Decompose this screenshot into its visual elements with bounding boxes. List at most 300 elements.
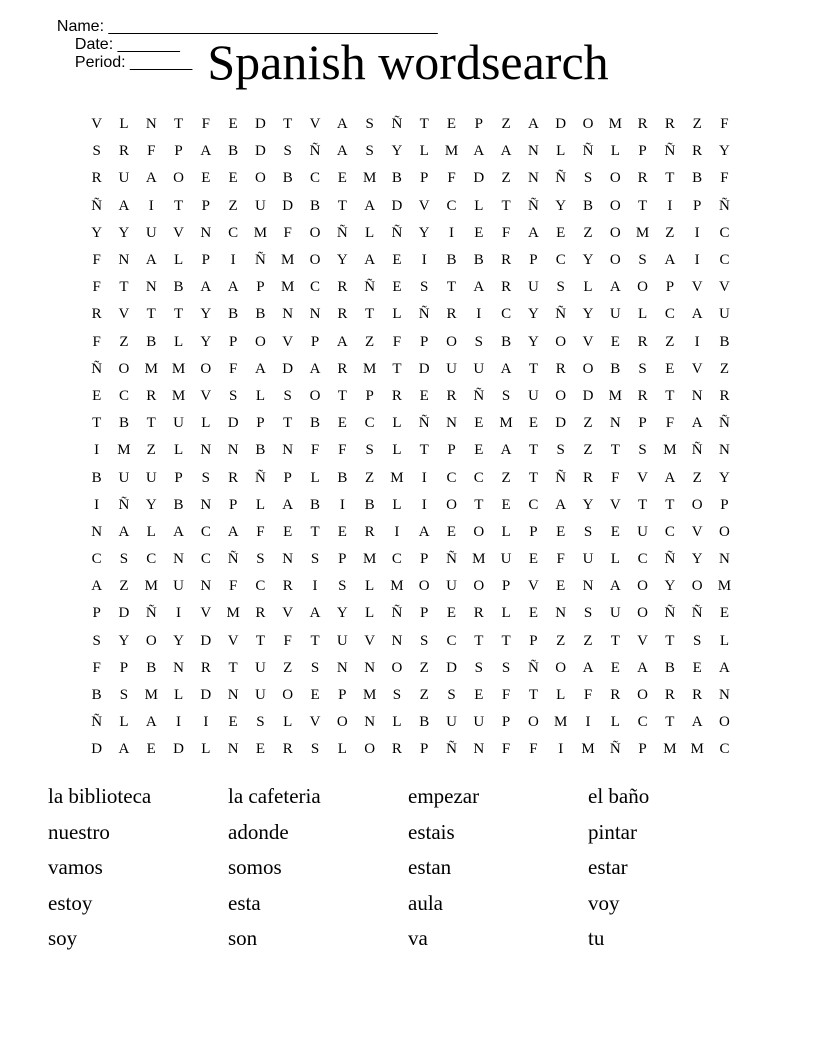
grid-cell[interactable]: Y	[582, 496, 594, 513]
grid-cell[interactable]: L	[610, 551, 620, 568]
grid-cell[interactable]: M	[117, 442, 131, 459]
grid-cell[interactable]: M	[390, 469, 404, 486]
grid-cell[interactable]: L	[583, 279, 593, 296]
grid-cell[interactable]: C	[719, 224, 730, 241]
grid-cell[interactable]: S	[392, 687, 402, 704]
grid-cell[interactable]: R	[337, 279, 348, 296]
grid-cell[interactable]: M	[608, 116, 622, 133]
grid-cell[interactable]: N	[145, 116, 157, 133]
grid-cell[interactable]: Z	[365, 333, 375, 350]
grid-cell[interactable]: S	[92, 143, 101, 160]
grid-cell[interactable]: I	[694, 333, 700, 350]
grid-cell[interactable]: P	[174, 143, 183, 160]
grid-cell[interactable]: I	[558, 741, 564, 758]
grid-cell[interactable]: U	[582, 551, 594, 568]
grid-cell[interactable]: A	[527, 224, 539, 241]
grid-cell[interactable]: F	[501, 687, 511, 704]
grid-cell[interactable]: E	[228, 116, 238, 133]
grid-cell[interactable]: P	[119, 659, 129, 676]
grid-cell[interactable]: A	[364, 252, 376, 269]
grid-cell[interactable]: B	[173, 496, 184, 513]
grid-cell[interactable]: T	[501, 632, 511, 649]
grid-cell[interactable]: Ñ	[609, 741, 621, 758]
grid-cell[interactable]: N	[227, 687, 239, 704]
grid-cell[interactable]: M	[663, 442, 677, 459]
grid-cell[interactable]: F	[665, 415, 675, 432]
grid-cell[interactable]: M	[144, 360, 158, 377]
grid-cell[interactable]: Ñ	[691, 442, 703, 459]
grid-cell[interactable]: I	[694, 224, 700, 241]
grid-cell[interactable]: N	[364, 659, 376, 676]
grid-cell[interactable]: C	[446, 197, 457, 214]
grid-cell[interactable]: Ñ	[364, 279, 376, 296]
grid-cell[interactable]: Ñ	[118, 496, 130, 513]
grid-cell[interactable]: L	[119, 714, 129, 731]
grid-cell[interactable]: Y	[118, 632, 130, 649]
grid-cell[interactable]: S	[638, 360, 647, 377]
grid-cell[interactable]: S	[201, 469, 210, 486]
grid-cell[interactable]: R	[692, 687, 703, 704]
grid-cell[interactable]: T	[173, 197, 184, 214]
grid-cell[interactable]: C	[446, 469, 457, 486]
grid-cell[interactable]: Z	[146, 442, 156, 459]
grid-cell[interactable]: L	[201, 415, 211, 432]
grid-cell[interactable]: Y	[418, 224, 430, 241]
grid-cell[interactable]: M	[608, 387, 622, 404]
grid-cell[interactable]: L	[173, 252, 184, 269]
grid-cell[interactable]: R	[473, 605, 484, 622]
grid-cell[interactable]: V	[227, 632, 239, 649]
grid-cell[interactable]: O	[637, 687, 648, 704]
grid-cell[interactable]: U	[637, 523, 648, 540]
grid-cell[interactable]: E	[255, 741, 266, 758]
grid-cell[interactable]: O	[473, 578, 485, 595]
grid-cell[interactable]: B	[446, 252, 457, 269]
grid-cell[interactable]: D	[200, 687, 212, 704]
grid-cell[interactable]: P	[174, 469, 183, 486]
grid-cell[interactable]: E	[474, 442, 484, 459]
grid-cell[interactable]: D	[227, 415, 239, 432]
grid-cell[interactable]: B	[337, 469, 348, 486]
grid-cell[interactable]: U	[446, 714, 457, 731]
grid-cell[interactable]: Y	[173, 632, 184, 649]
grid-cell[interactable]: E	[610, 659, 620, 676]
grid-cell[interactable]: O	[255, 333, 266, 350]
grid-cell[interactable]: M	[362, 551, 377, 568]
grid-cell[interactable]: V	[637, 632, 648, 649]
grid-cell[interactable]: R	[282, 578, 293, 595]
grid-cell[interactable]: L	[610, 143, 620, 160]
grid-cell[interactable]: B	[501, 333, 512, 350]
grid-cell[interactable]: L	[255, 387, 266, 404]
grid-cell[interactable]: A	[200, 143, 212, 160]
grid-cell[interactable]: V	[609, 496, 621, 513]
grid-cell[interactable]: B	[419, 714, 430, 731]
grid-cell[interactable]: B	[310, 415, 321, 432]
grid-cell[interactable]: I	[148, 197, 154, 214]
grid-cell[interactable]: R	[637, 333, 648, 350]
grid-cell[interactable]: A	[336, 143, 348, 160]
grid-cell[interactable]: T	[119, 279, 129, 296]
grid-cell[interactable]: C	[146, 551, 157, 568]
grid-cell[interactable]: P	[447, 442, 456, 459]
grid-cell[interactable]: I	[694, 252, 700, 269]
grid-cell[interactable]: C	[446, 632, 457, 649]
grid-cell[interactable]: Z	[419, 687, 429, 704]
grid-cell[interactable]: Z	[583, 632, 593, 649]
grid-cell[interactable]: F	[338, 442, 347, 459]
grid-cell[interactable]: S	[583, 170, 593, 187]
grid-cell[interactable]: C	[501, 306, 512, 323]
grid-cell[interactable]: I	[394, 523, 400, 540]
grid-cell[interactable]: N	[173, 551, 184, 568]
grid-cell[interactable]: Ñ	[255, 252, 266, 269]
grid-cell[interactable]: A	[282, 496, 294, 513]
grid-cell[interactable]: A	[500, 360, 512, 377]
grid-cell[interactable]: B	[282, 170, 293, 187]
grid-cell[interactable]: I	[421, 469, 427, 486]
grid-cell[interactable]: C	[664, 523, 675, 540]
grid-cell[interactable]: N	[527, 170, 539, 187]
grid-cell[interactable]: B	[91, 469, 102, 486]
grid-cell[interactable]: O	[118, 360, 130, 377]
grid-cell[interactable]: A	[473, 279, 485, 296]
grid-cell[interactable]: A	[91, 578, 103, 595]
grid-cell[interactable]: E	[528, 551, 538, 568]
grid-cell[interactable]: P	[365, 387, 374, 404]
grid-cell[interactable]: I	[230, 252, 236, 269]
grid-cell[interactable]: E	[665, 360, 675, 377]
grid-cell[interactable]: Z	[283, 659, 293, 676]
grid-cell[interactable]: M	[144, 578, 158, 595]
grid-cell[interactable]: M	[581, 741, 595, 758]
grid-cell[interactable]: R	[446, 387, 457, 404]
grid-cell[interactable]: D	[582, 387, 594, 404]
grid-cell[interactable]: T	[146, 415, 156, 432]
grid-cell[interactable]: S	[501, 659, 511, 676]
grid-cell[interactable]: T	[446, 279, 457, 296]
grid-cell[interactable]: D	[473, 170, 485, 187]
grid-cell[interactable]: O	[173, 170, 184, 187]
grid-cell[interactable]: T	[173, 116, 184, 133]
grid-cell[interactable]: R	[692, 143, 703, 160]
grid-cell[interactable]: I	[421, 496, 427, 513]
grid-cell[interactable]: T	[528, 469, 538, 486]
grid-cell[interactable]: O	[609, 197, 621, 214]
grid-cell[interactable]: S	[310, 659, 320, 676]
grid-cell[interactable]: L	[255, 496, 266, 513]
grid-cell[interactable]: L	[392, 496, 402, 513]
grid-cell[interactable]: L	[392, 306, 402, 323]
grid-cell[interactable]: L	[392, 442, 402, 459]
grid-cell[interactable]: S	[283, 143, 292, 160]
grid-cell[interactable]: C	[200, 551, 211, 568]
grid-cell[interactable]: E	[474, 415, 484, 432]
grid-cell[interactable]: B	[391, 170, 402, 187]
grid-cell[interactable]: Z	[365, 469, 375, 486]
grid-cell[interactable]: A	[309, 605, 321, 622]
grid-cell[interactable]: I	[585, 714, 591, 731]
grid-cell[interactable]: N	[691, 387, 703, 404]
grid-cell[interactable]: V	[719, 279, 730, 296]
grid-cell[interactable]: E	[692, 659, 702, 676]
grid-cell[interactable]: U	[446, 360, 457, 377]
grid-cell[interactable]: Z	[419, 659, 429, 676]
grid-cell[interactable]: A	[637, 659, 648, 676]
grid-cell[interactable]: Z	[692, 116, 702, 133]
grid-cell[interactable]: Ñ	[418, 306, 430, 323]
grid-cell[interactable]: P	[638, 741, 647, 758]
grid-cell[interactable]: T	[610, 632, 620, 649]
grid-cell[interactable]: O	[555, 387, 567, 404]
grid-cell[interactable]: A	[227, 523, 239, 540]
grid-cell[interactable]: A	[118, 197, 130, 214]
grid-cell[interactable]: O	[691, 578, 703, 595]
grid-cell[interactable]: V	[418, 197, 430, 214]
grid-cell[interactable]: E	[392, 279, 402, 296]
grid-cell[interactable]: F	[583, 687, 593, 704]
grid-cell[interactable]: Y	[336, 252, 348, 269]
grid-cell[interactable]: Ñ	[664, 605, 676, 622]
grid-cell[interactable]: D	[555, 415, 567, 432]
grid-cell[interactable]: F	[720, 116, 729, 133]
grid-cell[interactable]: Ñ	[446, 741, 457, 758]
grid-cell[interactable]: P	[665, 279, 675, 296]
grid-cell[interactable]: Ñ	[391, 224, 403, 241]
grid-cell[interactable]: L	[310, 469, 320, 486]
grid-cell[interactable]: I	[94, 496, 100, 513]
grid-cell[interactable]: Z	[665, 224, 675, 241]
grid-cell[interactable]: B	[146, 659, 157, 676]
grid-cell[interactable]: R	[337, 360, 348, 377]
grid-cell[interactable]: E	[146, 741, 156, 758]
grid-cell[interactable]: S	[365, 442, 374, 459]
grid-cell[interactable]: F	[228, 360, 238, 377]
grid-cell[interactable]: U	[118, 170, 130, 187]
grid-cell[interactable]: P	[338, 551, 347, 568]
grid-cell[interactable]: U	[719, 306, 730, 323]
grid-cell[interactable]: D	[282, 360, 294, 377]
grid-cell[interactable]: I	[449, 224, 454, 241]
grid-cell[interactable]: C	[255, 578, 266, 595]
grid-cell[interactable]: U	[173, 415, 184, 432]
grid-cell[interactable]: O	[582, 360, 594, 377]
grid-cell[interactable]: R	[91, 306, 102, 323]
grid-cell[interactable]: M	[226, 605, 240, 622]
grid-cell[interactable]: I	[203, 714, 209, 731]
grid-cell[interactable]: V	[691, 360, 703, 377]
grid-cell[interactable]: P	[720, 496, 729, 513]
grid-cell[interactable]: O	[282, 687, 294, 704]
grid-cell[interactable]: Z	[119, 578, 129, 595]
grid-cell[interactable]: E	[419, 387, 429, 404]
grid-cell[interactable]: T	[337, 387, 347, 404]
grid-cell[interactable]: U	[446, 578, 457, 595]
grid-cell[interactable]: U	[145, 469, 157, 486]
grid-cell[interactable]: I	[667, 197, 673, 214]
grid-cell[interactable]: V	[582, 333, 594, 350]
grid-cell[interactable]: T	[501, 197, 511, 214]
grid-cell[interactable]: L	[173, 442, 184, 459]
grid-cell[interactable]: M	[635, 224, 650, 241]
grid-cell[interactable]: Y	[691, 551, 703, 568]
grid-cell[interactable]: U	[255, 197, 266, 214]
grid-cell[interactable]: I	[339, 496, 345, 513]
grid-cell[interactable]: M	[663, 741, 677, 758]
grid-cell[interactable]: V	[200, 387, 212, 404]
grid-cell[interactable]: F	[283, 632, 292, 649]
grid-cell[interactable]: T	[310, 523, 320, 540]
grid-cell[interactable]: P	[638, 143, 647, 160]
grid-cell[interactable]: N	[145, 279, 157, 296]
grid-cell[interactable]: B	[692, 170, 703, 187]
grid-cell[interactable]: F	[611, 469, 620, 486]
grid-cell[interactable]: O	[309, 387, 321, 404]
grid-cell[interactable]: Ñ	[145, 605, 157, 622]
grid-cell[interactable]: N	[391, 632, 403, 649]
grid-cell[interactable]: L	[556, 687, 566, 704]
grid-cell[interactable]: S	[420, 279, 429, 296]
grid-cell[interactable]: S	[119, 551, 129, 568]
grid-cell[interactable]: A	[309, 360, 321, 377]
grid-cell[interactable]: C	[228, 224, 239, 241]
grid-cell[interactable]: B	[228, 306, 239, 323]
grid-cell[interactable]: S	[338, 578, 347, 595]
grid-cell[interactable]: P	[420, 741, 429, 758]
grid-cell[interactable]: Z	[228, 197, 238, 214]
grid-cell[interactable]: R	[118, 143, 129, 160]
grid-cell[interactable]: L	[419, 143, 429, 160]
grid-cell[interactable]: F	[501, 741, 511, 758]
grid-cell[interactable]: M	[690, 741, 704, 758]
grid-cell[interactable]: Z	[119, 333, 129, 350]
grid-cell[interactable]: S	[638, 442, 647, 459]
grid-cell[interactable]: S	[556, 442, 565, 459]
grid-cell[interactable]: R	[255, 605, 266, 622]
grid-cell[interactable]: S	[556, 279, 565, 296]
grid-cell[interactable]: I	[476, 306, 482, 323]
grid-cell[interactable]: O	[364, 741, 376, 758]
grid-cell[interactable]: C	[555, 252, 566, 269]
grid-cell[interactable]: A	[173, 523, 184, 540]
grid-cell[interactable]: L	[365, 578, 375, 595]
grid-cell[interactable]: T	[638, 197, 648, 214]
grid-cell[interactable]: S	[283, 387, 292, 404]
grid-cell[interactable]: S	[310, 741, 320, 758]
grid-cell[interactable]: U	[255, 687, 266, 704]
grid-cell[interactable]: M	[499, 415, 513, 432]
grid-cell[interactable]: N	[227, 442, 239, 459]
grid-cell[interactable]: N	[200, 442, 212, 459]
grid-cell[interactable]: A	[691, 714, 703, 731]
grid-cell[interactable]: R	[391, 387, 402, 404]
grid-cell[interactable]: F	[556, 551, 565, 568]
grid-cell[interactable]: R	[446, 306, 457, 323]
grid-cell[interactable]: N	[555, 605, 567, 622]
grid-cell[interactable]: B	[582, 197, 593, 214]
grid-cell[interactable]: M	[362, 170, 377, 187]
grid-cell[interactable]: R	[501, 252, 512, 269]
grid-cell[interactable]: B	[228, 143, 239, 160]
grid-cell[interactable]: Y	[145, 496, 157, 513]
grid-cell[interactable]: B	[664, 659, 675, 676]
grid-cell[interactable]: E	[337, 415, 347, 432]
grid-cell[interactable]: Ñ	[255, 469, 266, 486]
grid-cell[interactable]: R	[637, 116, 648, 133]
grid-cell[interactable]: N	[336, 659, 348, 676]
grid-cell[interactable]: Y	[555, 197, 567, 214]
grid-cell[interactable]: N	[282, 306, 294, 323]
grid-cell[interactable]: Y	[664, 578, 676, 595]
grid-cell[interactable]: T	[419, 442, 429, 459]
grid-cell[interactable]: R	[501, 279, 512, 296]
grid-cell[interactable]: D	[118, 605, 130, 622]
grid-cell[interactable]: V	[309, 116, 321, 133]
grid-cell[interactable]: O	[719, 714, 730, 731]
grid-cell[interactable]: L	[201, 741, 211, 758]
grid-cell[interactable]: T	[665, 387, 675, 404]
grid-cell[interactable]: N	[309, 306, 321, 323]
grid-cell[interactable]: Z	[665, 333, 675, 350]
grid-cell[interactable]: A	[145, 714, 157, 731]
grid-cell[interactable]: F	[447, 170, 456, 187]
grid-cell[interactable]: T	[283, 116, 293, 133]
grid-cell[interactable]: M	[253, 224, 268, 241]
grid-cell[interactable]: N	[582, 578, 594, 595]
grid-cell[interactable]: U	[473, 714, 485, 731]
grid-cell[interactable]: Ñ	[555, 170, 567, 187]
grid-cell[interactable]: O	[691, 496, 703, 513]
grid-cell[interactable]: C	[664, 306, 675, 323]
grid-cell[interactable]: E	[474, 224, 484, 241]
grid-cell[interactable]: V	[91, 116, 103, 133]
grid-cell[interactable]: D	[91, 741, 103, 758]
grid-cell[interactable]: E	[446, 605, 457, 622]
grid-cell[interactable]: F	[256, 523, 265, 540]
grid-cell[interactable]: E	[474, 687, 484, 704]
grid-cell[interactable]: O	[391, 659, 403, 676]
grid-cell[interactable]: A	[691, 415, 703, 432]
grid-cell[interactable]: N	[473, 741, 485, 758]
grid-cell[interactable]: Ñ	[719, 197, 730, 214]
grid-cell[interactable]: L	[283, 714, 293, 731]
grid-cell[interactable]: Y	[527, 333, 539, 350]
grid-cell[interactable]: Ñ	[91, 197, 103, 214]
grid-cell[interactable]: T	[665, 170, 675, 187]
grid-cell[interactable]: V	[364, 632, 376, 649]
grid-cell[interactable]: Z	[583, 224, 593, 241]
grid-cell[interactable]: O	[609, 252, 621, 269]
grid-cell[interactable]: Ñ	[473, 387, 485, 404]
grid-cell[interactable]: T	[665, 714, 675, 731]
grid-cell[interactable]: A	[555, 496, 567, 513]
grid-cell[interactable]: P	[420, 170, 429, 187]
grid-cell[interactable]: D	[200, 632, 212, 649]
grid-cell[interactable]: B	[364, 496, 375, 513]
grid-cell[interactable]: O	[309, 252, 321, 269]
grid-cell[interactable]: P	[420, 333, 429, 350]
grid-cell[interactable]: A	[473, 143, 485, 160]
grid-cell[interactable]: P	[228, 333, 238, 350]
grid-cell[interactable]: P	[529, 523, 538, 540]
grid-cell[interactable]: P	[420, 605, 429, 622]
grid-cell[interactable]: O	[582, 116, 594, 133]
grid-cell[interactable]: Y	[200, 306, 212, 323]
grid-cell[interactable]: A	[255, 360, 266, 377]
grid-cell[interactable]: P	[338, 687, 347, 704]
grid-cell[interactable]: L	[337, 741, 347, 758]
grid-cell[interactable]: S	[420, 632, 429, 649]
